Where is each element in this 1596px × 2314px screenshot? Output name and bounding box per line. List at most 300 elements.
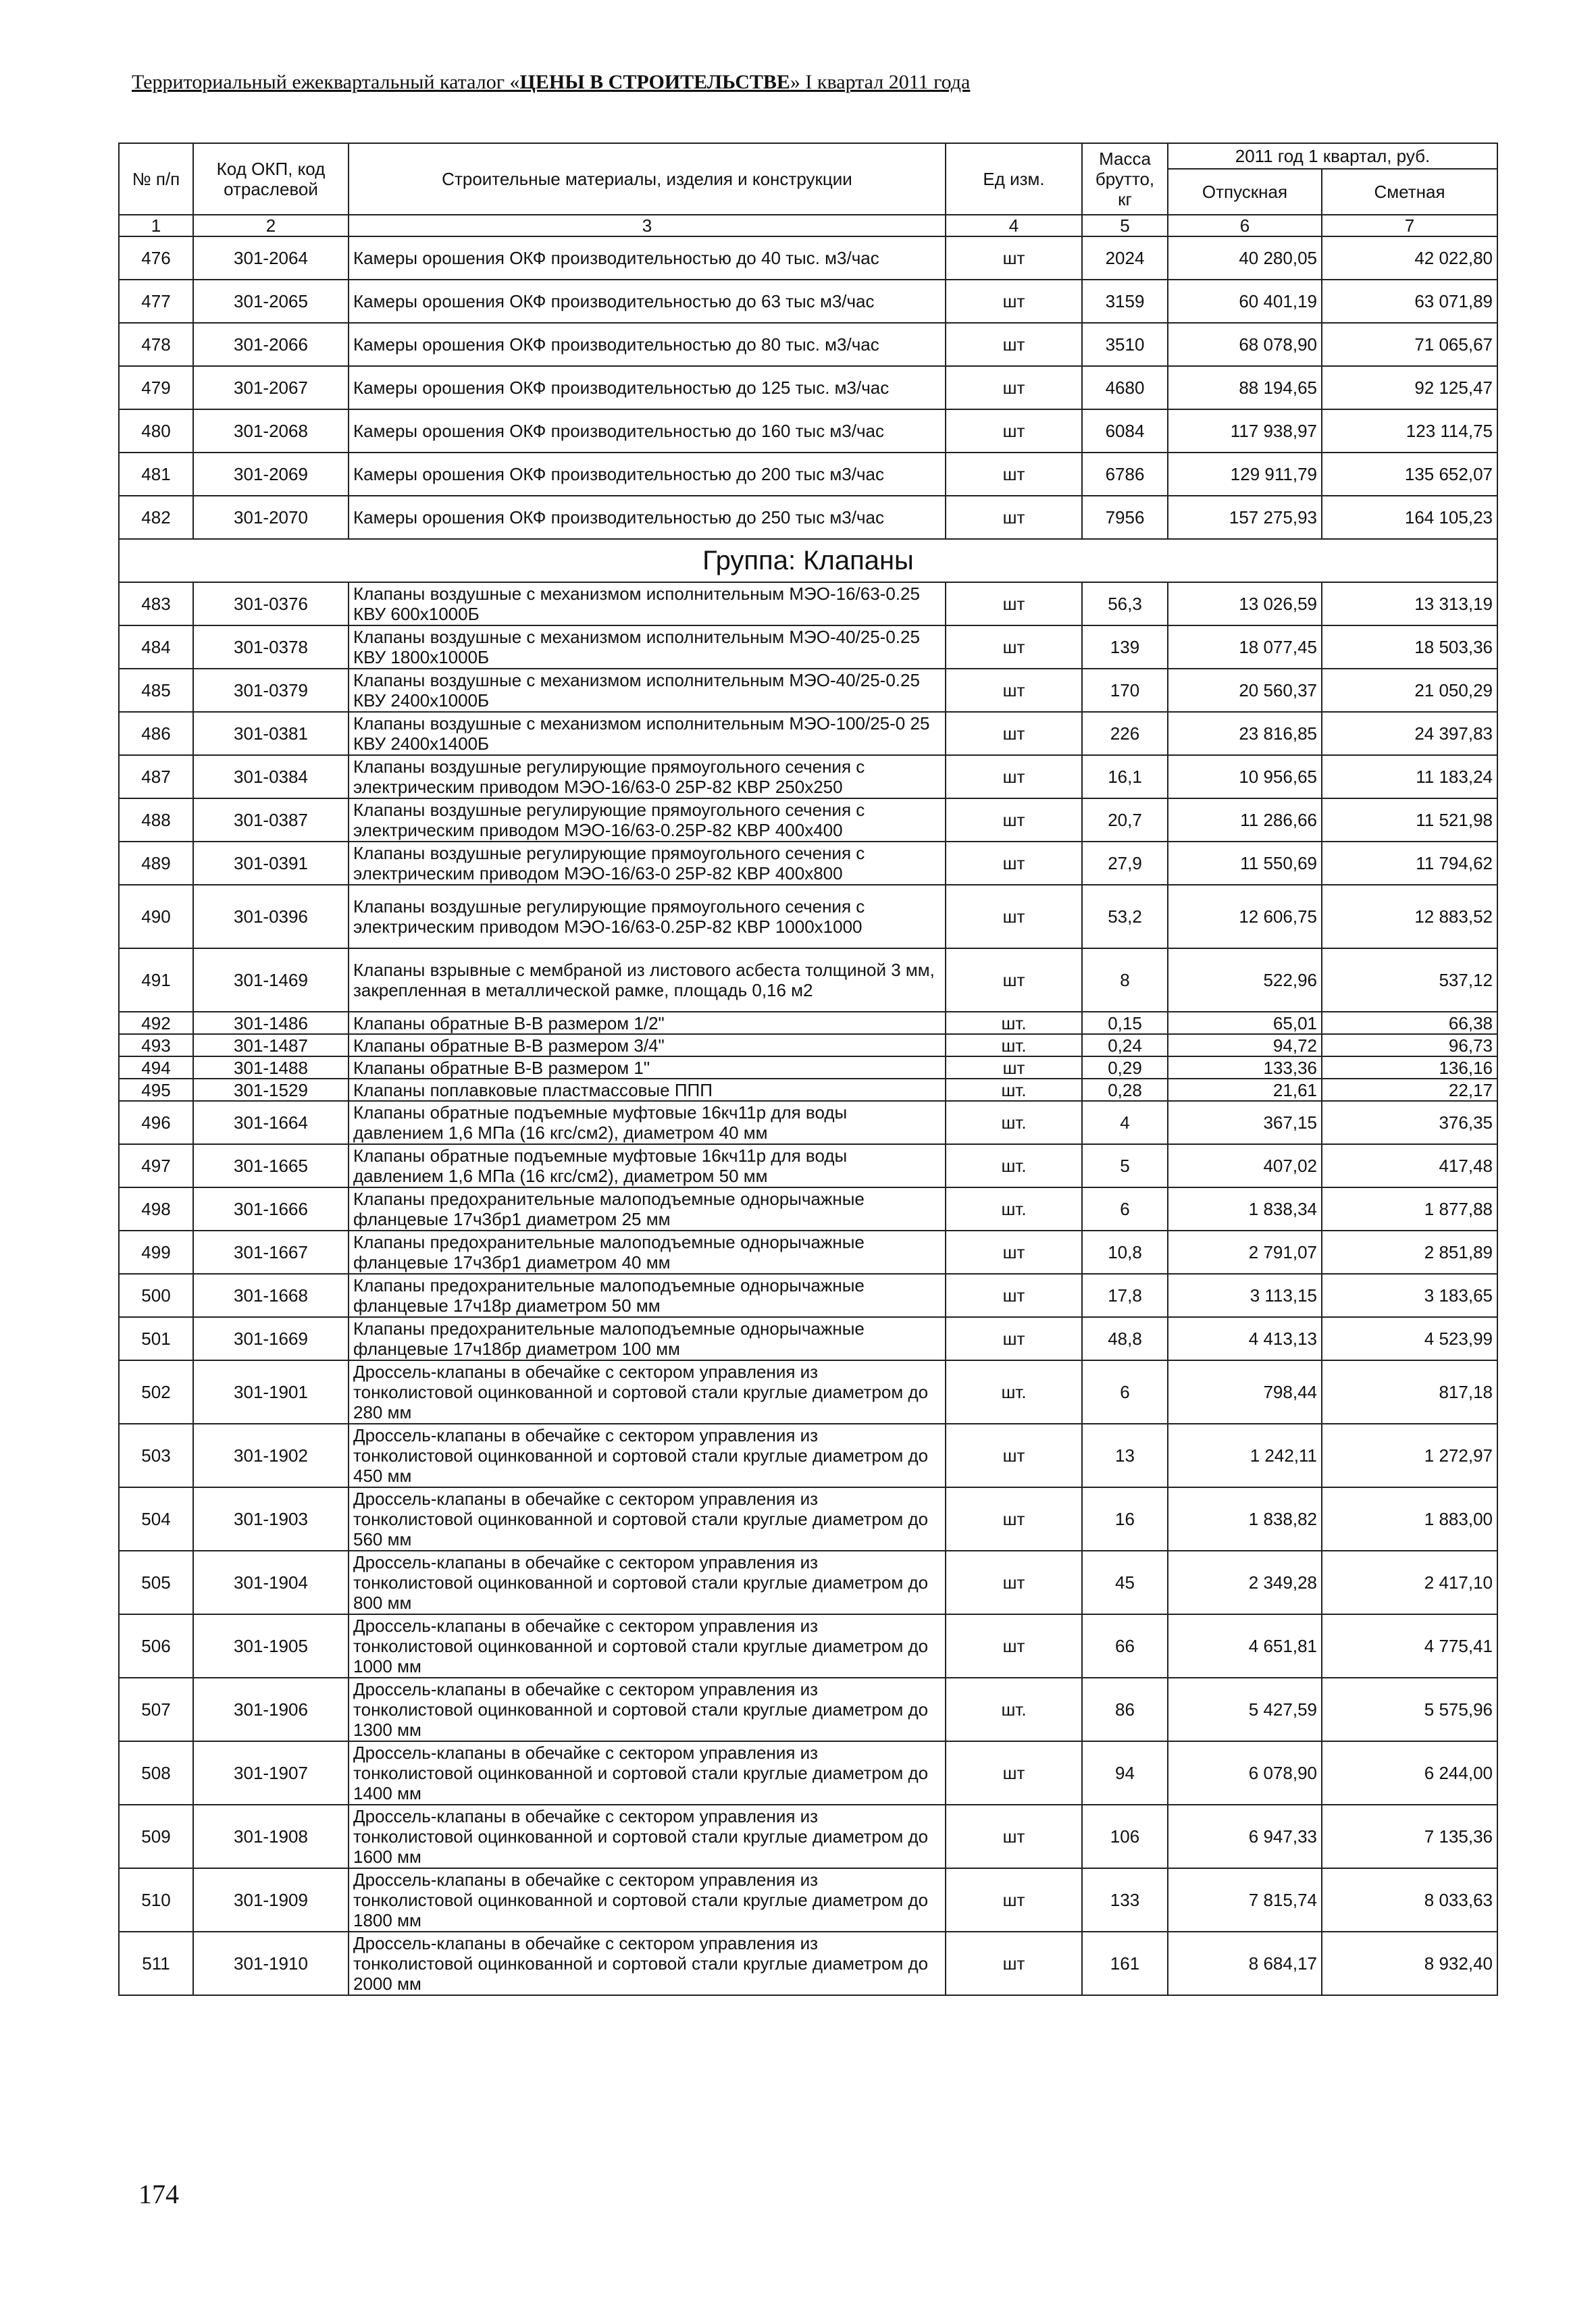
row-name: Клапаны предохранительные малоподъемные однорычажные фланцевые 17ч3бр1 диаметром 25 мм <box>349 1187 946 1231</box>
row-name: Дроссель-клапаны в обечайке с сектором управления из тонколистовой оцинкованной и сортовой стали круглые диаметром до 450 мм <box>349 1424 946 1487</box>
row-name: Дроссель-клапаны в обечайке с сектором управления из тонколистовой оцинкованной и сортовой стали круглые диаметром до 1600 мм <box>349 1805 946 1868</box>
table-row <box>119 1424 1497 1487</box>
row-number: 497 <box>119 1144 193 1187</box>
row-name: Клапаны обратные В-В размером 1/2" <box>349 1012 946 1034</box>
row-mass: 17,8 <box>1082 1274 1168 1317</box>
table-row <box>119 1317 1497 1360</box>
row-code: 301-0378 <box>193 625 349 669</box>
row-estimate-price: 8 932,40 <box>1322 1932 1497 1995</box>
row-code: 301-1487 <box>193 1034 349 1056</box>
row-code: 301-1486 <box>193 1012 349 1034</box>
row-sale-price: 157 275,93 <box>1168 496 1322 539</box>
row-estimate-price: 8 033,63 <box>1322 1868 1497 1932</box>
row-number: 503 <box>119 1424 193 1487</box>
row-number: 496 <box>119 1101 193 1144</box>
row-unit: шт <box>946 625 1082 669</box>
row-unit: шт <box>946 1231 1082 1274</box>
row-sale-price: 2 791,07 <box>1168 1231 1322 1274</box>
column-number: 1 <box>119 215 193 236</box>
row-name: Камеры орошения ОКФ производительностью до 63 тыс м3/час <box>349 280 946 323</box>
title-bold: ЦЕНЫ В СТРОИТЕЛЬСТВЕ <box>519 71 790 93</box>
row-name: Клапаны воздушные с механизмом исполнительным МЭО-16/63-0.25 КВУ 600х1000Б <box>349 582 946 625</box>
table-row <box>119 236 1497 280</box>
row-name: Камеры орошения ОКФ производительностью до 125 тыс. м3/час <box>349 366 946 409</box>
table-row <box>119 1614 1497 1678</box>
row-code: 301-0387 <box>193 798 349 842</box>
table-row <box>119 1101 1497 1144</box>
row-estimate-price: 1 877,88 <box>1322 1187 1497 1231</box>
row-mass: 0,29 <box>1082 1056 1168 1079</box>
row-unit: шт. <box>946 1144 1082 1187</box>
row-estimate-price: 135 652,07 <box>1322 453 1497 496</box>
row-estimate-price: 2 851,89 <box>1322 1231 1497 1274</box>
row-code: 301-1529 <box>193 1079 349 1101</box>
header-name: Строительные материалы, изделия и конструкции <box>349 143 946 215</box>
row-mass: 0,15 <box>1082 1012 1168 1034</box>
table-row <box>119 1868 1497 1932</box>
row-sale-price: 522,96 <box>1168 948 1322 1012</box>
row-estimate-price: 5 575,96 <box>1322 1678 1497 1741</box>
table-row <box>119 1487 1497 1551</box>
row-sale-price: 3 113,15 <box>1168 1274 1322 1317</box>
row-mass: 6 <box>1082 1187 1168 1231</box>
row-code: 301-0381 <box>193 712 349 755</box>
row-estimate-price: 2 417,10 <box>1322 1551 1497 1614</box>
header-code: Код ОКП, код отраслевой <box>193 143 349 215</box>
table-row <box>119 1741 1497 1805</box>
row-code: 301-1901 <box>193 1360 349 1424</box>
table-row <box>119 1932 1497 1995</box>
row-number: 482 <box>119 496 193 539</box>
table-row <box>119 1678 1497 1741</box>
row-name: Клапаны обратные В-В размером 1" <box>349 1056 946 1079</box>
row-unit: шт <box>946 798 1082 842</box>
row-estimate-price: 417,48 <box>1322 1144 1497 1187</box>
row-mass: 133 <box>1082 1868 1168 1932</box>
table-row <box>119 1274 1497 1317</box>
table-row <box>119 1012 1497 1034</box>
row-mass: 7956 <box>1082 496 1168 539</box>
row-unit: шт. <box>946 1187 1082 1231</box>
title-suffix: » I квартал 2011 года <box>790 71 971 93</box>
row-code: 301-1909 <box>193 1868 349 1932</box>
row-name: Клапаны воздушные с механизмом исполнительным МЭО-100/25-0 25 КВУ 2400х1400Б <box>349 712 946 755</box>
row-number: 486 <box>119 712 193 755</box>
row-sale-price: 6 078,90 <box>1168 1741 1322 1805</box>
row-name: Дроссель-клапаны в обечайке с сектором управления из тонколистовой оцинкованной и сортовой стали круглые диаметром до 1400 мм <box>349 1741 946 1805</box>
table-row <box>119 755 1497 798</box>
row-unit: шт <box>946 1551 1082 1614</box>
rows-chambers <box>119 236 1497 539</box>
row-sale-price: 117 938,97 <box>1168 409 1322 453</box>
row-name: Дроссель-клапаны в обечайке с сектором управления из тонколистовой оцинкованной и сортовой стали круглые диаметром до 1000 мм <box>349 1614 946 1678</box>
row-mass: 4680 <box>1082 366 1168 409</box>
row-estimate-price: 21 050,29 <box>1322 669 1497 712</box>
row-sale-price: 407,02 <box>1168 1144 1322 1187</box>
table-row <box>119 948 1497 1012</box>
row-sale-price: 10 956,65 <box>1168 755 1322 798</box>
row-number: 498 <box>119 1187 193 1231</box>
row-code: 301-2066 <box>193 323 349 366</box>
title-prefix: Территориальный ежеквартальный каталог « <box>132 71 520 93</box>
column-numbers-row <box>119 215 1497 236</box>
row-mass: 56,3 <box>1082 582 1168 625</box>
row-code: 301-1469 <box>193 948 349 1012</box>
header-period: 2011 год 1 квартал, руб. <box>1168 143 1497 169</box>
row-estimate-price: 817,18 <box>1322 1360 1497 1424</box>
row-sale-price: 20 560,37 <box>1168 669 1322 712</box>
row-sale-price: 5 427,59 <box>1168 1678 1322 1741</box>
row-code: 301-1903 <box>193 1487 349 1551</box>
row-sale-price: 6 947,33 <box>1168 1805 1322 1868</box>
row-number: 491 <box>119 948 193 1012</box>
row-estimate-price: 12 883,52 <box>1322 885 1497 948</box>
row-code: 301-1910 <box>193 1932 349 1995</box>
row-estimate-price: 18 503,36 <box>1322 625 1497 669</box>
row-name: Клапаны предохранительные малоподъемные однорычажные фланцевые 17ч18бр диаметром 100 мм <box>349 1317 946 1360</box>
row-estimate-price: 1 272,97 <box>1322 1424 1497 1487</box>
row-unit: шт <box>946 1274 1082 1317</box>
row-sale-price: 21,61 <box>1168 1079 1322 1101</box>
table-row <box>119 625 1497 669</box>
row-estimate-price: 11 794,62 <box>1322 842 1497 885</box>
row-mass: 139 <box>1082 625 1168 669</box>
row-unit: шт <box>946 323 1082 366</box>
row-number: 488 <box>119 798 193 842</box>
row-number: 507 <box>119 1678 193 1741</box>
row-number: 508 <box>119 1741 193 1805</box>
row-number: 509 <box>119 1805 193 1868</box>
row-unit: шт <box>946 236 1082 280</box>
row-mass: 8 <box>1082 948 1168 1012</box>
header-num: № п/п <box>119 143 193 215</box>
row-sale-price: 4 413,13 <box>1168 1317 1322 1360</box>
row-number: 480 <box>119 409 193 453</box>
row-estimate-price: 4 775,41 <box>1322 1614 1497 1678</box>
row-sale-price: 40 280,05 <box>1168 236 1322 280</box>
row-estimate-price: 24 397,83 <box>1322 712 1497 755</box>
row-mass: 45 <box>1082 1551 1168 1614</box>
header-mass: Масса брутто, кг <box>1082 143 1168 215</box>
row-number: 501 <box>119 1317 193 1360</box>
row-name: Клапаны обратные подъемные муфтовые 16кч11р для воды давлением 1,6 МПа (16 кгс/см2), диаметром 40 мм <box>349 1101 946 1144</box>
row-mass: 0,24 <box>1082 1034 1168 1056</box>
header-estimate-price: Сметная <box>1322 169 1497 215</box>
row-unit: шт. <box>946 1079 1082 1101</box>
row-sale-price: 798,44 <box>1168 1360 1322 1424</box>
row-number: 511 <box>119 1932 193 1995</box>
row-sale-price: 1 242,11 <box>1168 1424 1322 1487</box>
table-row <box>119 1056 1497 1079</box>
row-estimate-price: 7 135,36 <box>1322 1805 1497 1868</box>
row-code: 301-1665 <box>193 1144 349 1187</box>
row-mass: 6 <box>1082 1360 1168 1424</box>
row-sale-price: 1 838,34 <box>1168 1187 1322 1231</box>
row-estimate-price: 66,38 <box>1322 1012 1497 1034</box>
row-name: Клапаны воздушные регулирующие прямоугольного сечения с электрическим приводом МЭО-16/63-0.25Р-82 КВР 400х400 <box>349 798 946 842</box>
row-code: 301-1902 <box>193 1424 349 1487</box>
row-sale-price: 367,15 <box>1168 1101 1322 1144</box>
row-unit: шт. <box>946 1012 1082 1034</box>
row-sale-price: 23 816,85 <box>1168 712 1322 755</box>
row-estimate-price: 3 183,65 <box>1322 1274 1497 1317</box>
row-code: 301-1488 <box>193 1056 349 1079</box>
row-mass: 20,7 <box>1082 798 1168 842</box>
row-mass: 226 <box>1082 712 1168 755</box>
rows-valves <box>119 582 1497 1995</box>
table-row <box>119 280 1497 323</box>
table-row <box>119 1360 1497 1424</box>
row-sale-price: 68 078,90 <box>1168 323 1322 366</box>
row-name: Клапаны обратные В-В размером 3/4" <box>349 1034 946 1056</box>
row-mass: 3510 <box>1082 323 1168 366</box>
row-number: 487 <box>119 755 193 798</box>
row-number: 479 <box>119 366 193 409</box>
group-title: Группа: Клапаны <box>119 539 1497 582</box>
table-row <box>119 712 1497 755</box>
row-name: Клапаны предохранительные малоподъемные однорычажные фланцевые 17ч18р диаметром 50 мм <box>349 1274 946 1317</box>
table-row <box>119 582 1497 625</box>
row-name: Клапаны поплавковые пластмассовые ППП <box>349 1079 946 1101</box>
row-sale-price: 88 194,65 <box>1168 366 1322 409</box>
row-number: 490 <box>119 885 193 948</box>
header-unit: Ед изм. <box>946 143 1082 215</box>
row-mass: 3159 <box>1082 280 1168 323</box>
row-number: 504 <box>119 1487 193 1551</box>
row-name: Камеры орошения ОКФ производительностью до 40 тыс. м3/час <box>349 236 946 280</box>
row-mass: 6084 <box>1082 409 1168 453</box>
table-row <box>119 1144 1497 1187</box>
row-number: 494 <box>119 1056 193 1079</box>
row-estimate-price: 11 183,24 <box>1322 755 1497 798</box>
column-number: 2 <box>193 215 349 236</box>
row-number: 489 <box>119 842 193 885</box>
row-number: 481 <box>119 453 193 496</box>
row-name: Дроссель-клапаны в обечайке с сектором управления из тонколистовой оцинкованной и сортовой стали круглые диаметром до 1800 мм <box>349 1868 946 1932</box>
row-code: 301-0379 <box>193 669 349 712</box>
row-mass: 16 <box>1082 1487 1168 1551</box>
table-row <box>119 409 1497 453</box>
price-table <box>118 143 1498 1996</box>
catalog-title <box>132 71 1118 94</box>
row-code: 301-0376 <box>193 582 349 625</box>
table-row <box>119 798 1497 842</box>
row-unit: шт <box>946 669 1082 712</box>
row-unit: шт <box>946 1868 1082 1932</box>
row-name: Камеры орошения ОКФ производительностью до 80 тыс. м3/час <box>349 323 946 366</box>
row-name: Дроссель-клапаны в обечайке с сектором управления из тонколистовой оцинкованной и сортовой стали круглые диаметром до 1300 мм <box>349 1678 946 1741</box>
row-name: Клапаны воздушные с механизмом исполнительным МЭО-40/25-0.25 КВУ 1800х1000Б <box>349 625 946 669</box>
table-row <box>119 1231 1497 1274</box>
row-sale-price: 13 026,59 <box>1168 582 1322 625</box>
row-code: 301-2070 <box>193 496 349 539</box>
row-code: 301-1669 <box>193 1317 349 1360</box>
row-number: 493 <box>119 1034 193 1056</box>
header-sale-price: Отпускная <box>1168 169 1322 215</box>
row-estimate-price: 537,12 <box>1322 948 1497 1012</box>
row-unit: шт <box>946 755 1082 798</box>
row-estimate-price: 96,73 <box>1322 1034 1497 1056</box>
row-unit: шт <box>946 1487 1082 1551</box>
row-unit: шт <box>946 842 1082 885</box>
row-mass: 10,8 <box>1082 1231 1168 1274</box>
row-unit: шт <box>946 409 1082 453</box>
row-sale-price: 12 606,75 <box>1168 885 1322 948</box>
row-unit: шт <box>946 1932 1082 1995</box>
table-row <box>119 1034 1497 1056</box>
row-estimate-price: 42 022,80 <box>1322 236 1497 280</box>
row-code: 301-1904 <box>193 1551 349 1614</box>
row-name: Клапаны воздушные регулирующие прямоугольного сечения с электрическим приводом МЭО-16/63-0.25Р-82 КВР 1000х1000 <box>349 885 946 948</box>
row-unit: шт <box>946 1805 1082 1868</box>
row-estimate-price: 136,16 <box>1322 1056 1497 1079</box>
row-unit: шт <box>946 1741 1082 1805</box>
row-unit: шт <box>946 1056 1082 1079</box>
row-unit: шт <box>946 1424 1082 1487</box>
row-number: 495 <box>119 1079 193 1101</box>
column-number: 6 <box>1168 215 1322 236</box>
row-mass: 170 <box>1082 669 1168 712</box>
row-number: 483 <box>119 582 193 625</box>
row-code: 301-0391 <box>193 842 349 885</box>
row-estimate-price: 92 125,47 <box>1322 366 1497 409</box>
row-unit: шт. <box>946 1678 1082 1741</box>
row-unit: шт. <box>946 1101 1082 1144</box>
row-name: Клапаны взрывные с мембраной из листового асбеста толщиной 3 мм, закрепленная в металлической рамке, площадь 0,16 м2 <box>349 948 946 1012</box>
row-sale-price: 8 684,17 <box>1168 1932 1322 1995</box>
row-sale-price: 18 077,45 <box>1168 625 1322 669</box>
row-mass: 66 <box>1082 1614 1168 1678</box>
row-sale-price: 1 838,82 <box>1168 1487 1322 1551</box>
row-sale-price: 133,36 <box>1168 1056 1322 1079</box>
row-name: Клапаны обратные подъемные муфтовые 16кч11р для воды давлением 1,6 МПа (16 кгс/см2), диаметром 50 мм <box>349 1144 946 1187</box>
column-number: 7 <box>1322 215 1497 236</box>
row-name: Дроссель-клапаны в обечайке с сектором управления из тонколистовой оцинкованной и сортовой стали круглые диаметром до 800 мм <box>349 1551 946 1614</box>
table-row <box>119 1551 1497 1614</box>
row-sale-price: 94,72 <box>1168 1034 1322 1056</box>
row-code: 301-1905 <box>193 1614 349 1678</box>
row-mass: 5 <box>1082 1144 1168 1187</box>
row-estimate-price: 13 313,19 <box>1322 582 1497 625</box>
page-number: 174 <box>138 2179 179 2209</box>
row-unit: шт. <box>946 1034 1082 1056</box>
row-estimate-price: 22,17 <box>1322 1079 1497 1101</box>
row-estimate-price: 71 065,67 <box>1322 323 1497 366</box>
column-number: 4 <box>946 215 1082 236</box>
row-code: 301-0396 <box>193 885 349 948</box>
row-unit: шт <box>946 496 1082 539</box>
row-sale-price: 129 911,79 <box>1168 453 1322 496</box>
row-code: 301-2069 <box>193 453 349 496</box>
row-name: Клапаны воздушные регулирующие прямоугольного сечения с электрическим приводом МЭО-16/63-0 25Р-82 КВР 250х250 <box>349 755 946 798</box>
row-mass: 13 <box>1082 1424 1168 1487</box>
row-name: Камеры орошения ОКФ производительностью до 160 тыс м3/час <box>349 409 946 453</box>
row-sale-price: 7 815,74 <box>1168 1868 1322 1932</box>
row-unit: шт <box>946 280 1082 323</box>
row-code: 301-1906 <box>193 1678 349 1741</box>
row-estimate-price: 123 114,75 <box>1322 409 1497 453</box>
row-unit: шт <box>946 885 1082 948</box>
row-unit: шт <box>946 366 1082 409</box>
row-code: 301-2064 <box>193 236 349 280</box>
row-code: 301-1908 <box>193 1805 349 1868</box>
row-name: Клапаны воздушные регулирующие прямоугольного сечения с электрическим приводом МЭО-16/63-0 25Р-82 КВР 400х800 <box>349 842 946 885</box>
row-estimate-price: 164 105,23 <box>1322 496 1497 539</box>
row-unit: шт <box>946 712 1082 755</box>
table-row <box>119 496 1497 539</box>
row-unit: шт. <box>946 1360 1082 1424</box>
row-name: Дроссель-клапаны в обечайке с сектором управления из тонколистовой оцинкованной и сортовой стали круглые диаметром до 280 мм <box>349 1360 946 1424</box>
row-number: 502 <box>119 1360 193 1424</box>
row-name: Клапаны предохранительные малоподъемные однорычажные фланцевые 17ч3бр1 диаметром 40 мм <box>349 1231 946 1274</box>
row-unit: шт <box>946 453 1082 496</box>
row-mass: 16,1 <box>1082 755 1168 798</box>
row-sale-price: 2 349,28 <box>1168 1551 1322 1614</box>
table-row <box>119 669 1497 712</box>
row-number: 484 <box>119 625 193 669</box>
row-code: 301-2067 <box>193 366 349 409</box>
row-mass: 161 <box>1082 1932 1168 1995</box>
row-unit: шт <box>946 1614 1082 1678</box>
row-estimate-price: 376,35 <box>1322 1101 1497 1144</box>
row-code: 301-1667 <box>193 1231 349 1274</box>
column-number: 5 <box>1082 215 1168 236</box>
table-row <box>119 453 1497 496</box>
row-number: 505 <box>119 1551 193 1614</box>
row-mass: 27,9 <box>1082 842 1168 885</box>
row-mass: 0,28 <box>1082 1079 1168 1101</box>
row-code: 301-1664 <box>193 1101 349 1144</box>
table-row <box>119 323 1497 366</box>
row-number: 476 <box>119 236 193 280</box>
column-number: 3 <box>349 215 946 236</box>
table-row <box>119 1187 1497 1231</box>
table-row <box>119 366 1497 409</box>
row-mass: 6786 <box>1082 453 1168 496</box>
row-name: Камеры орошения ОКФ производительностью до 250 тыс м3/час <box>349 496 946 539</box>
row-number: 492 <box>119 1012 193 1034</box>
row-mass: 106 <box>1082 1805 1168 1868</box>
row-sale-price: 11 286,66 <box>1168 798 1322 842</box>
row-estimate-price: 63 071,89 <box>1322 280 1497 323</box>
row-number: 485 <box>119 669 193 712</box>
group-row <box>119 539 1497 582</box>
row-mass: 2024 <box>1082 236 1168 280</box>
row-name: Дроссель-клапаны в обечайке с сектором управления из тонколистовой оцинкованной и сортовой стали круглые диаметром до 2000 мм <box>349 1932 946 1995</box>
row-sale-price: 65,01 <box>1168 1012 1322 1034</box>
row-code: 301-2068 <box>193 409 349 453</box>
row-mass: 4 <box>1082 1101 1168 1144</box>
row-code: 301-0384 <box>193 755 349 798</box>
row-code: 301-1666 <box>193 1187 349 1231</box>
row-number: 478 <box>119 323 193 366</box>
row-estimate-price: 1 883,00 <box>1322 1487 1497 1551</box>
row-number: 506 <box>119 1614 193 1678</box>
row-estimate-price: 6 244,00 <box>1322 1741 1497 1805</box>
row-number: 477 <box>119 280 193 323</box>
row-estimate-price: 11 521,98 <box>1322 798 1497 842</box>
row-name: Камеры орошения ОКФ производительностью до 200 тыс м3/час <box>349 453 946 496</box>
row-number: 510 <box>119 1868 193 1932</box>
table-row <box>119 1079 1497 1101</box>
row-unit: шт <box>946 948 1082 1012</box>
row-code: 301-2065 <box>193 280 349 323</box>
row-sale-price: 4 651,81 <box>1168 1614 1322 1678</box>
row-name: Клапаны воздушные с механизмом исполнительным МЭО-40/25-0.25 КВУ 2400х1000Б <box>349 669 946 712</box>
table-row <box>119 842 1497 885</box>
row-mass: 53,2 <box>1082 885 1168 948</box>
row-code: 301-1668 <box>193 1274 349 1317</box>
